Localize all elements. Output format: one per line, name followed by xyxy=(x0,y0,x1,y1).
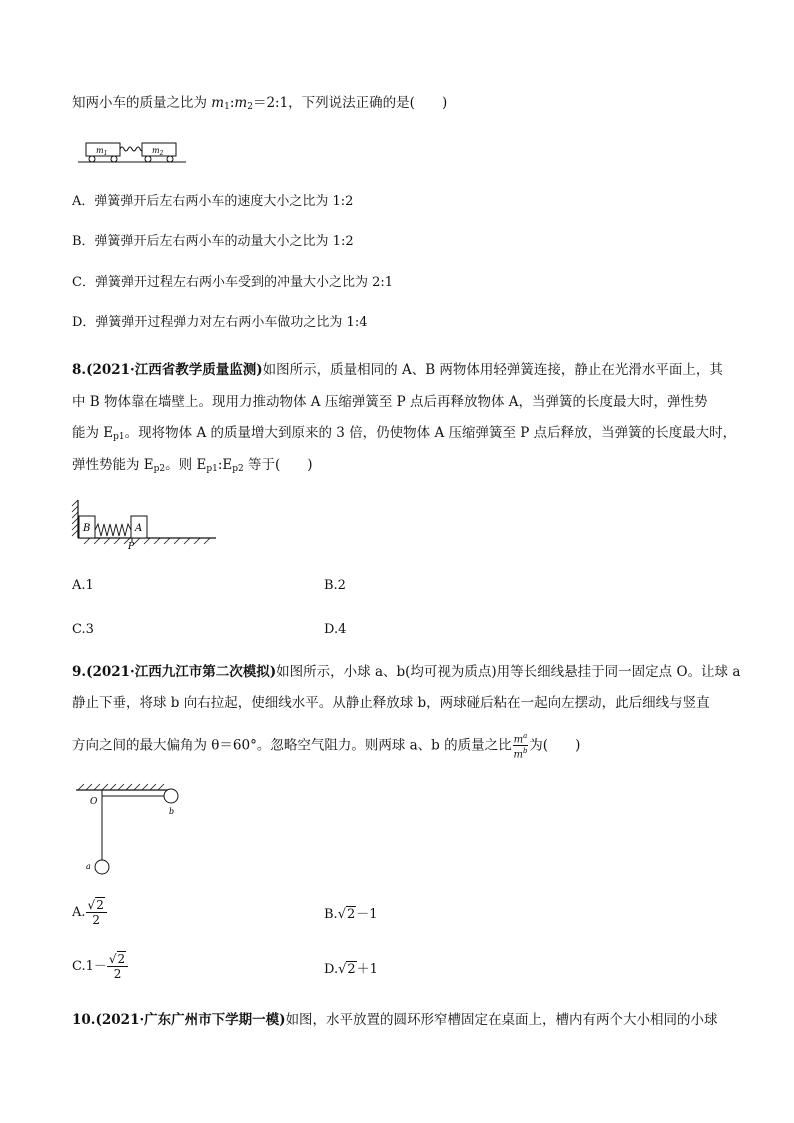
q7-option-d: D．弹簧弹开过程弹力对左右两小车做功之比为 1:4 xyxy=(72,315,368,330)
q9-fig-pivot-o-label: O xyxy=(90,797,98,807)
q7-option-a: A．弹簧弹开后左右两小车的速度大小之比为 1:2 xyxy=(72,194,354,209)
q7-cart-spring-figure xyxy=(78,138,188,168)
q8-stem-line4: 弹性势能为 $E_{p2}$。则 $E_{p1}:E_{p2}$ 等于( ) xyxy=(72,457,313,474)
q9-fig-ball-a-label: a xyxy=(86,862,91,871)
q8-option-a: A.1 xyxy=(72,578,94,593)
q9-fig-ball-b-label: b xyxy=(169,807,175,816)
q9-stem-line3: 方向之间的最大偏角为 θ＝60°。忽略空气阻力。则两球 a、b 的质量之比 $\frac{m^a}{m^b}$ 为( ) xyxy=(72,732,581,761)
q9-mass-ratio: $\frac{m^a}{m^b}$ xyxy=(513,732,528,761)
q8-stem-line1: 8.(2021·江西省教学质量监测)如图所示，质量相同的 A、B 两物体用轻弹簧连接，静止在光滑水平面上，其 xyxy=(72,362,723,378)
q7-option-b: B．弹簧弹开后左右两小车的动量大小之比为 1:2 xyxy=(72,234,354,249)
q9-stem-line1: 9.(2021·江西九江市第二次模拟)如图所示，小球 a、b(均可视为质点)用等长细线悬挂于同一固定点 O。让球 a xyxy=(72,664,741,680)
q8-fig-point-p-label: P xyxy=(128,542,135,550)
q8-fig-block-a-label: A xyxy=(135,523,143,534)
q7-option-c: C．弹簧弹开过程左右两小车受到的冲量大小之比为 2:1 xyxy=(72,275,394,290)
q8-stem-line3: 能为 $E_{p1}$。现将物体 A 的质量增大到原来的 3 倍，仍使物体 A 压缩弹簧至 P 点后释放，当弹簧的长度最大时， xyxy=(72,425,737,442)
q7-fig-m1-label: $m_1$ xyxy=(96,146,108,157)
q9-pendulum-figure xyxy=(72,778,184,878)
q9-option-a: A. $\frac{√2}{2}$ xyxy=(72,898,107,927)
q10-stem-line1: 10.(2021·广东广州市下学期一模)如图，水平放置的圆环形窄槽固定在桌面上，槽内有两个大小相同的小球 xyxy=(72,1012,718,1028)
q7-fig-m2-label: $m_2$ xyxy=(152,146,164,157)
q8-option-d: D.4 xyxy=(324,622,347,637)
q8-option-b: B.2 xyxy=(324,578,346,593)
q8-wall-spring-figure xyxy=(70,498,220,550)
q8-fig-block-b-label: B xyxy=(83,523,91,534)
q8-option-c: C.3 xyxy=(72,622,94,637)
q9-stem-line2: 静止下垂，将球 b 向右拉起，使细线水平。从静止释放球 b，两球碰后粘在一起向左摆动，此后细线与竖直 xyxy=(72,695,710,711)
q7-stem: 知两小车的质量之比为 $m_1:m_2=2:1$，下列说法正确的是( ) xyxy=(72,95,448,112)
q8-stem-line2: 中 B 物体靠在墙壁上。现用力推动物体 A 压缩弹簧至 P 点后再释放物体 A，当弹簧的长度最大时，弹性势 xyxy=(72,394,708,410)
q9-option-d: D.√2＋1 xyxy=(324,962,378,977)
q9-option-c: C.1－ $\frac{√2}{2}$ xyxy=(72,952,128,981)
q9-option-b: B.√2－1 xyxy=(324,907,378,922)
